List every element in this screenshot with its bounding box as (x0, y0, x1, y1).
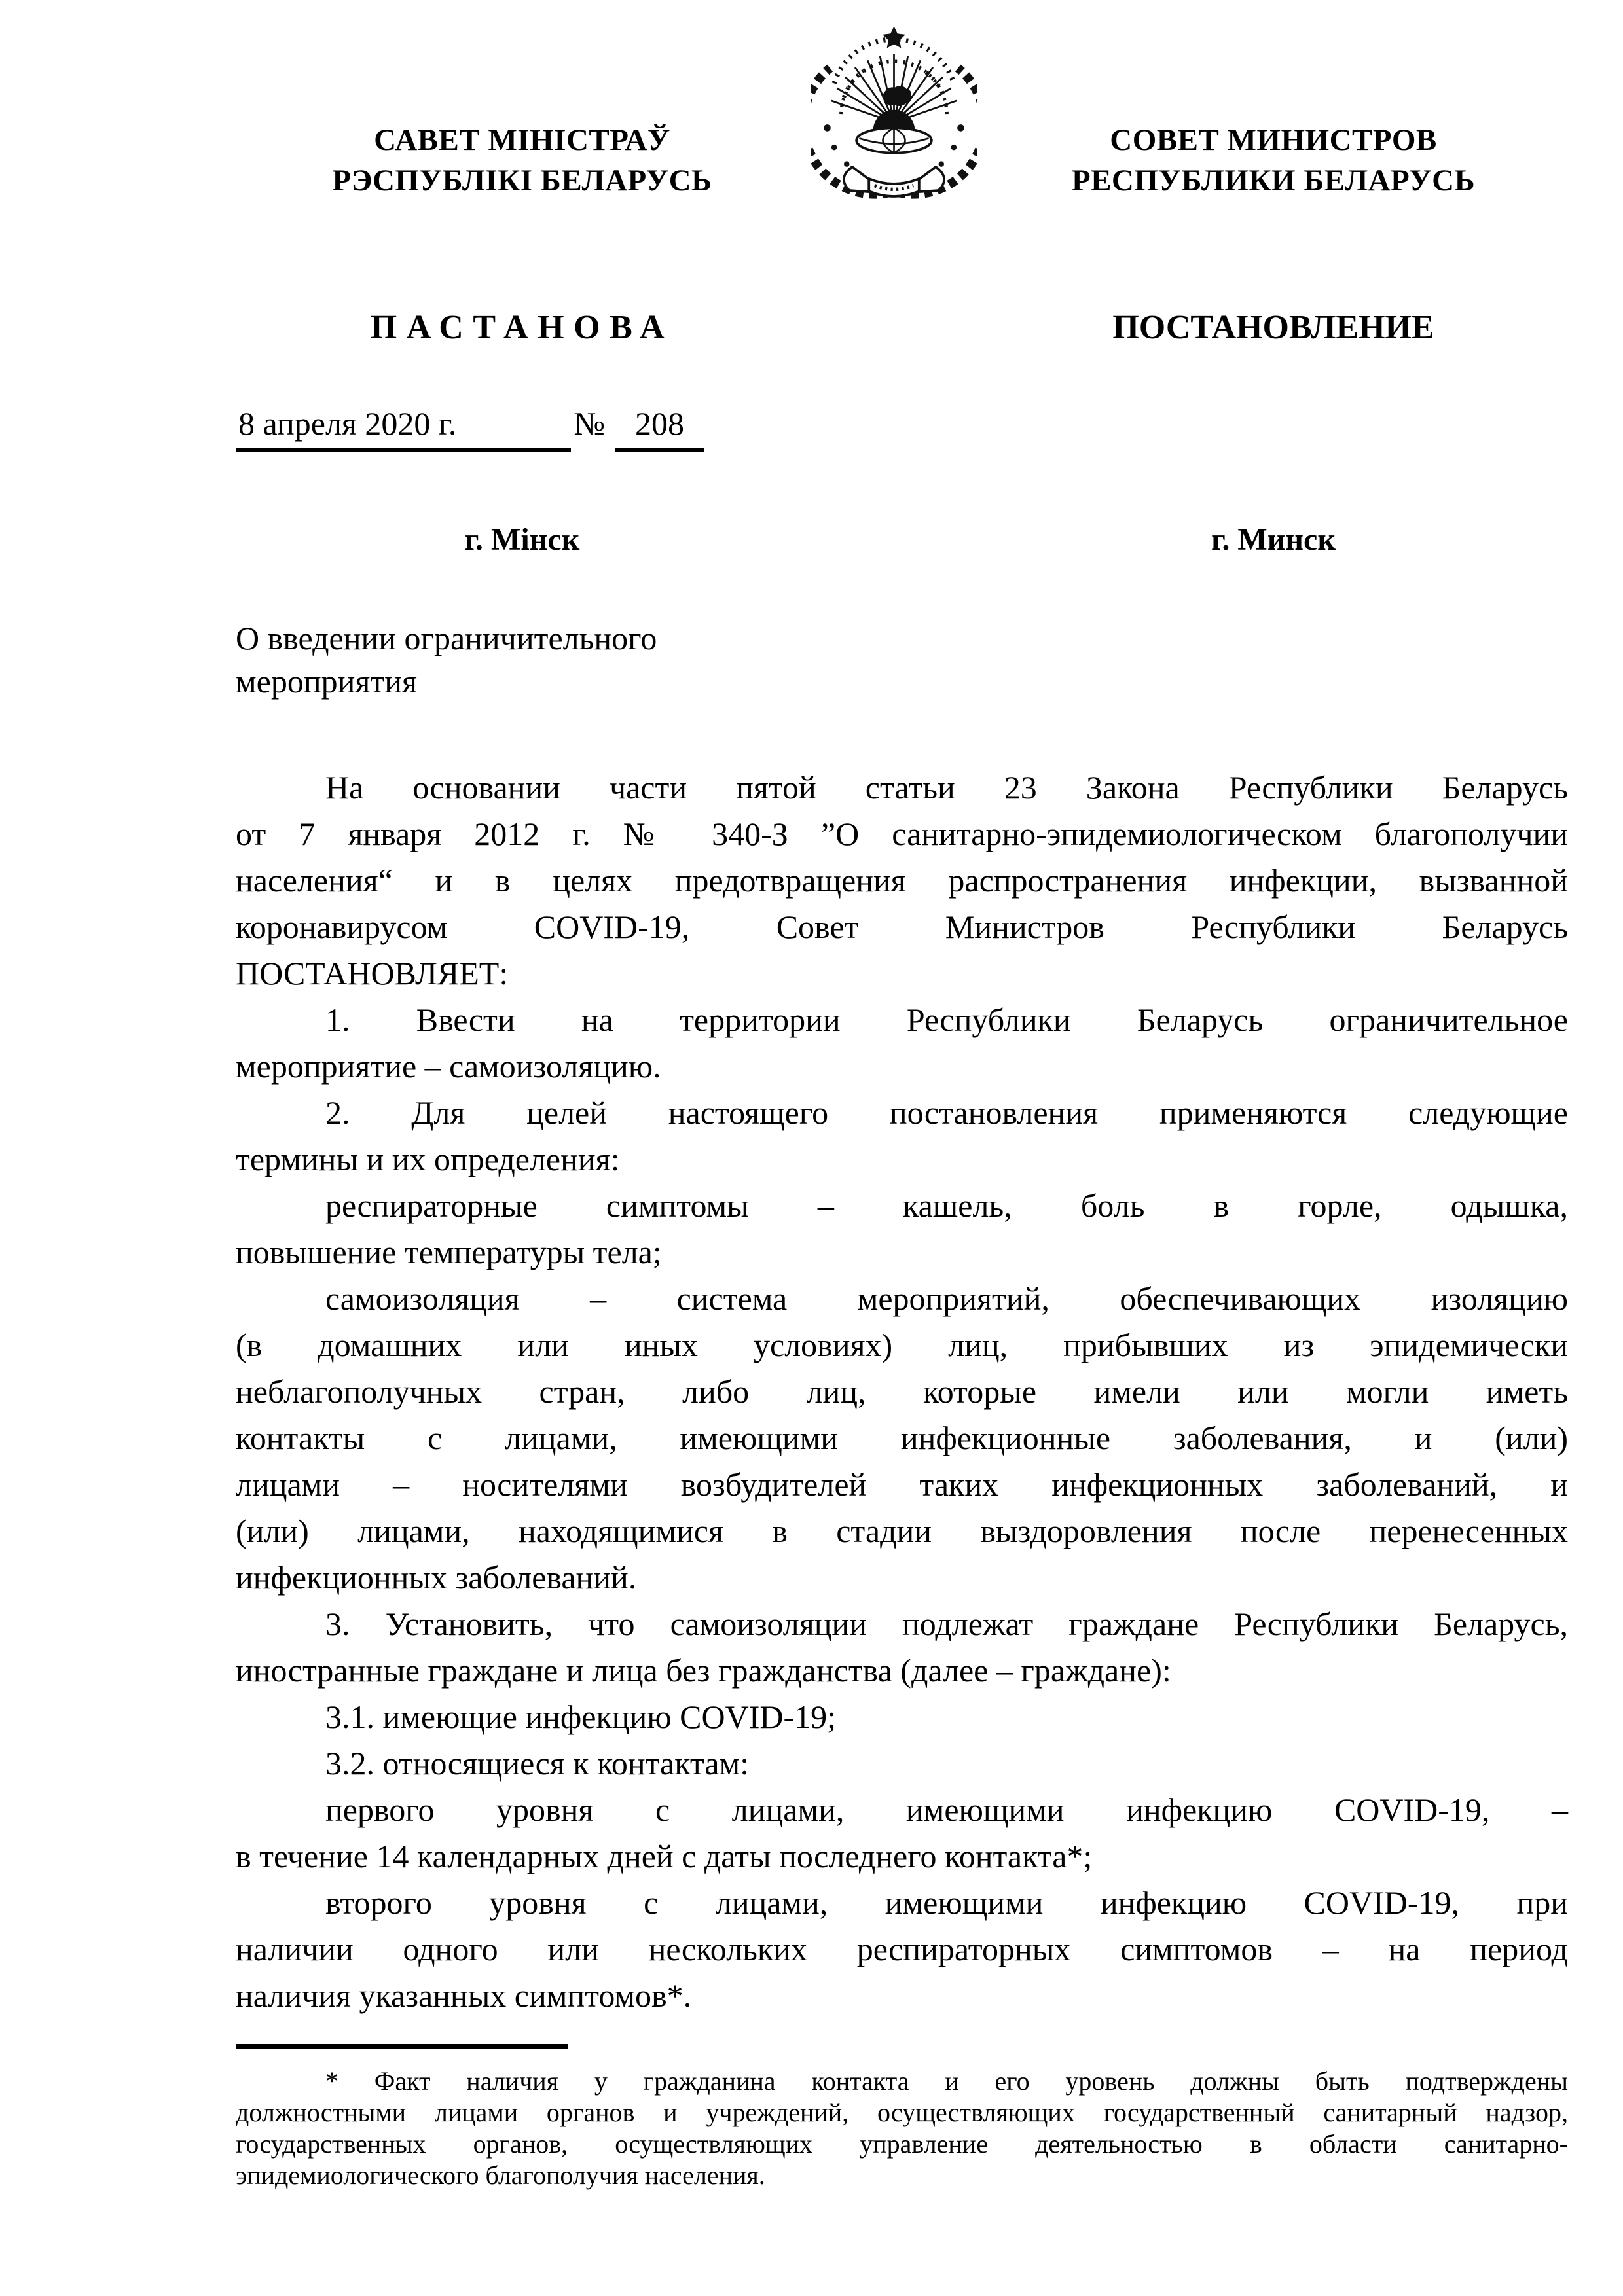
date-number-row (236, 404, 1568, 452)
coat-of-arms-graphic (811, 25, 977, 200)
body-line: лицами – носителями возбудителей таких инфекционных заболеваний, и (236, 1466, 1568, 1503)
body-line: наличии одного или нескольких респираторных симптомов – на период (236, 1931, 1568, 1967)
footnote (236, 2066, 1568, 2191)
body-line: первого уровня с лицами, имеющими инфекцию COVID-19, – (325, 1791, 1568, 1828)
body-line: 1. Ввести на территории Республики Беларусь ограничительное (325, 1001, 1568, 1038)
body-line: коронавирусом COVID-19, Совет Министров Республики Беларусь (236, 908, 1568, 945)
footnote-line: * Факт наличия у гражданина контакта и его уровень должны быть подтверждены (325, 2066, 1568, 2096)
body-line: от 7 января 2012 г. № 340-З ”О санитарно-эпидемиологическом благополучии (236, 816, 1568, 852)
subject-title: О введении ограничительного мероприятия (236, 620, 657, 700)
footnote-line: должностными лицами органов и учреждений, осуществляющих государственный санитарный надзор, (236, 2098, 1568, 2127)
body-line: термины и их определения: (236, 1141, 620, 1177)
issuer-name-belarusian (236, 120, 809, 204)
footnote-line: эпидемиологического благополучия населения. (236, 2161, 765, 2190)
body-line: респираторные симптомы – кашель, боль в горле, одышка, (325, 1187, 1568, 1224)
body-line: ПОСТАНОВЛЯЕТ: (236, 955, 509, 992)
doc-type-belarusian: ПАСТАНОВА (370, 309, 674, 346)
body-line: 3.2. относящиеся к контактам: (325, 1745, 750, 1782)
footnote-line: государственных органов, осуществляющих управление деятельностью в области санитарно- (236, 2129, 1568, 2159)
document-body (236, 764, 1568, 2019)
date-field (236, 404, 571, 452)
body-line: второго уровня с лицами, имеющими инфекцию COVID-19, при (325, 1884, 1568, 1921)
body-line: (или) лицами, находящимися в стадии выздоровления после перенесенных (236, 1513, 1568, 1549)
body-line: в течение 14 календарных дней с даты последнего контакта*; (236, 1838, 1093, 1874)
body-line: 2. Для целей настоящего постановления применяются следующие (325, 1094, 1568, 1131)
star-icon (882, 26, 905, 48)
body-line: 3.1. имеющие инфекцию COVID-19; (325, 1698, 837, 1735)
doc-type-row (236, 308, 1568, 347)
body-line: 3. Установить, что самоизоляции подлежат граждане Республики Беларусь, (325, 1605, 1568, 1642)
issuer-name-line: РЭСПУБЛІКІ БЕЛАРУСЬ (332, 164, 712, 198)
place-belarusian: г. Мінск (464, 522, 580, 557)
place-russian: г. Минск (1211, 522, 1336, 557)
body-line: иностранные граждане и лица без гражданства (далее – граждане): (236, 1652, 1171, 1689)
body-line: неблагополучных стран, либо лиц, которые имели или могли иметь (236, 1373, 1568, 1410)
body-line: самоизоляция – система мероприятий, обеспечивающих изоляцию (325, 1280, 1568, 1317)
letterhead (236, 25, 1568, 204)
body-line: На основании части пятой статьи 23 Закона Республики Беларусь (325, 769, 1568, 806)
date-value: 8 апреля 2020 г. (238, 405, 457, 442)
issuer-name-russian (979, 120, 1568, 204)
doc-type-russian: ПОСТАНОВЛЕНИЕ (1112, 309, 1434, 346)
issuer-name-line: САВЕТ МІНІСТРАЎ (374, 123, 670, 157)
number-field: 208 (615, 404, 704, 452)
body-line: контакты с лицами, имеющими инфекционные заболевания, и (или) (236, 1420, 1568, 1456)
place-row (236, 522, 1568, 558)
body-line: (в домашних или иных условиях) лиц, прибывших из эпидемически (236, 1327, 1568, 1363)
issuer-name-line: СОВЕТ МИНИСТРОВ (1110, 123, 1437, 157)
body-line: повышение температуры тела; (236, 1234, 662, 1270)
coat-of-arms-emblem (811, 25, 977, 204)
body-line: населения“ и в целях предотвращения распространения инфекции, вызванной (236, 862, 1568, 899)
ribbon (843, 167, 943, 196)
footnote-separator (236, 2044, 568, 2049)
number-sign: № (574, 405, 606, 442)
body-line: мероприятие – самоизоляцию. (236, 1048, 661, 1085)
body-line: инфекционных заболеваний. (236, 1559, 637, 1596)
body-line: наличия указанных симптомов*. (236, 1977, 692, 2014)
issuer-name-line: РЕСПУБЛИКИ БЕЛАРУСЬ (1071, 164, 1476, 198)
